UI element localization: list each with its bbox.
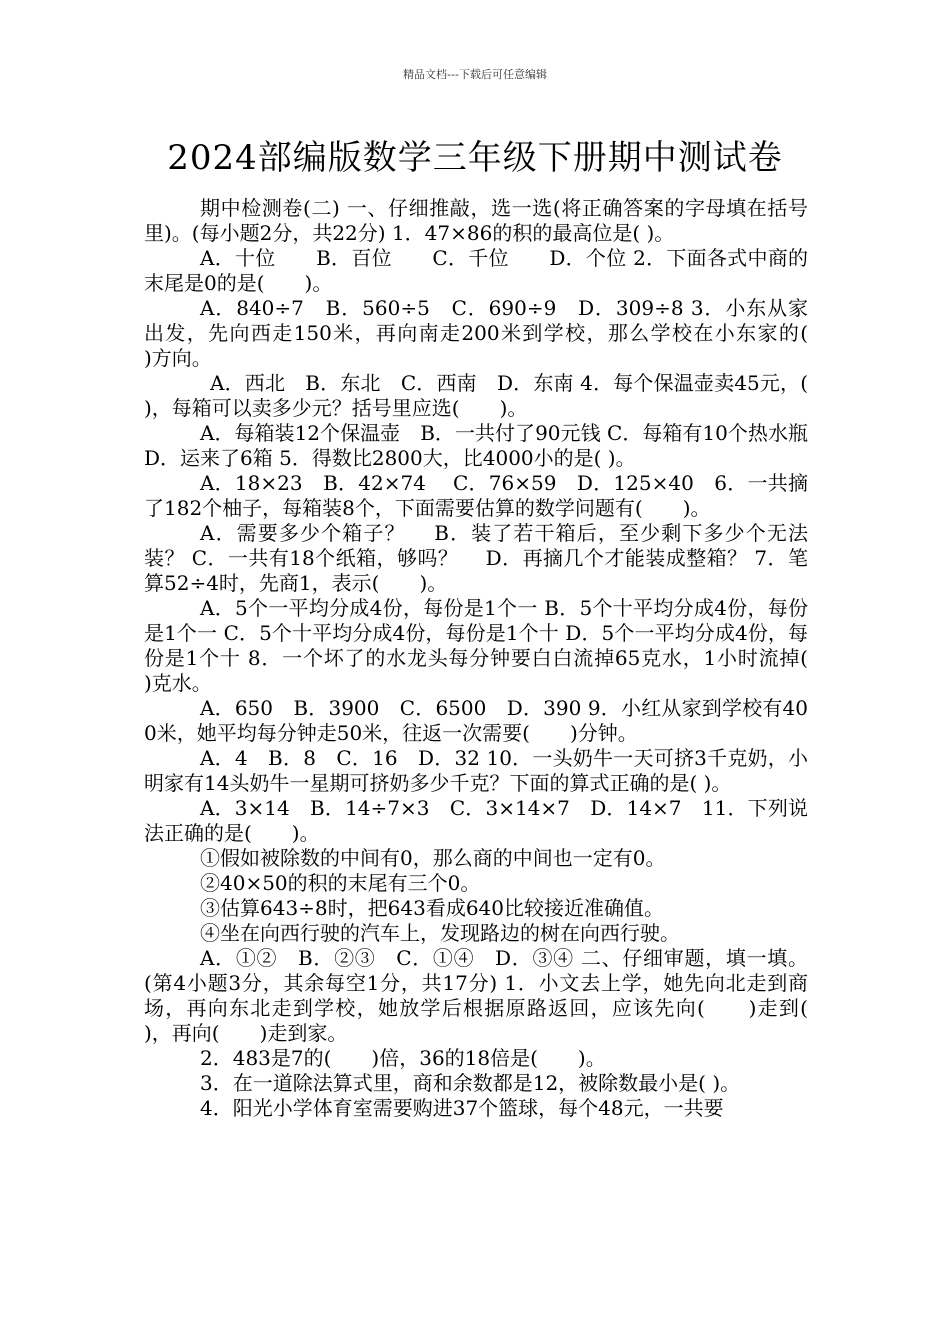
header-note: 精品文档---下载后可任意编辑 <box>403 68 547 81</box>
paragraph: A．4 B．8 C．16 D．32 10．一头奶牛一天可挤3千克奶，小明家有14头奶牛一星期可挤奶多少千克？下面的算式正确的是( )。 <box>144 746 808 795</box>
paragraph: ①假如被除数的中间有0，那么商的中间也一定有0。 <box>200 846 666 870</box>
page-title: 2024部编版数学三年级下册期中测试卷 <box>167 138 783 178</box>
paragraph: A．西北 B．东北 C．西南 D．东南 4．每个保温壶卖45元，( )，每箱可以卖多少元？括号里应选( )。 <box>144 371 848 420</box>
paragraph: A．十位 B．百位 C．千位 D．个位 2．下面各式中商的末尾是0的是( )。 <box>144 246 808 295</box>
paragraph: 期中检测卷(二) 一、仔细推敲，选一选(将正确答案的字母填在括号里)。(每小题2分，共22分) 1．47×86的积的最高位是( )。 <box>144 196 808 245</box>
paragraph: A．3×14 B．14÷7×3 C．3×14×7 D．14×7 11．下列说法正确的是( )。 <box>144 796 808 845</box>
paragraph: ④坐在向西行驶的汽车上，发现路边的树在向西行驶。 <box>200 921 680 945</box>
paragraph: A．650 B．3900 C．6500 D．390 9．小红从家到学校有400米，她平均每分钟走50米，往返一次需要( )分钟。 <box>144 696 808 745</box>
paragraph: A．需要多少个箱子？ B．装了若干箱后，至少剩下多少个无法装？ C．一共有18个纸箱，够吗？ D．再摘几个才能装成整箱？ 7．笔算52÷4时，先商1，表示( )。 <box>144 521 808 595</box>
paragraph: A．每箱装12个保温壶 B．一共付了90元钱 C．每箱有10个热水瓶 D．运来了6箱 5．得数比2800大，比4000小的是( )。 <box>144 421 828 470</box>
paragraph: 4．阳光小学体育室需要购进37个篮球，每个48元，一共要 <box>200 1096 724 1120</box>
paragraph: A．5个一平均分成4份，每份是1个一 B．5个十平均分成4份，每份是1个一 C．5个十平均分成4份，每份是1个十 D．5个一平均分成4份，每份是1个十 8．一个坏了的水龙头每分钟要白白流掉65克水，1小时流掉( )克水。 <box>144 596 848 695</box>
paragraph: ③估算643÷8时，把643看成640比较接近准确值。 <box>200 896 665 920</box>
paragraph: A．840÷7 B．560÷5 C．690÷9 D．309÷8 3．小东从家出发，先向西走150米，再向南走200米到学校，那么学校在小东家的( )方向。 <box>144 296 848 370</box>
paragraph: 2．483是7的( )倍，36的18倍是( )。 <box>200 1046 606 1070</box>
document-body <box>144 196 848 1121</box>
paragraph: A．18×23 B．42×74 C．76×59 D．125×40 6．一共摘了182个柚子，每箱装8个，下面需要估算的数学问题有( )。 <box>144 471 808 520</box>
paragraph: ②40×50的积的末尾有三个0。 <box>200 871 481 895</box>
paragraph: A．①② B．②③ C．①④ D．③④ 二、仔细审题，填一填。(第4小题3分，其余每空1分，共17分) 1．小文去上学，她先向北走到商场，再向东北走到学校，她放学后根据原路返回，应该先向( )走到( )，再向( )走到家。 <box>144 946 848 1045</box>
paragraph: 3．在一道除法算式里，商和余数都是12，被除数最小是( )。 <box>200 1071 741 1095</box>
